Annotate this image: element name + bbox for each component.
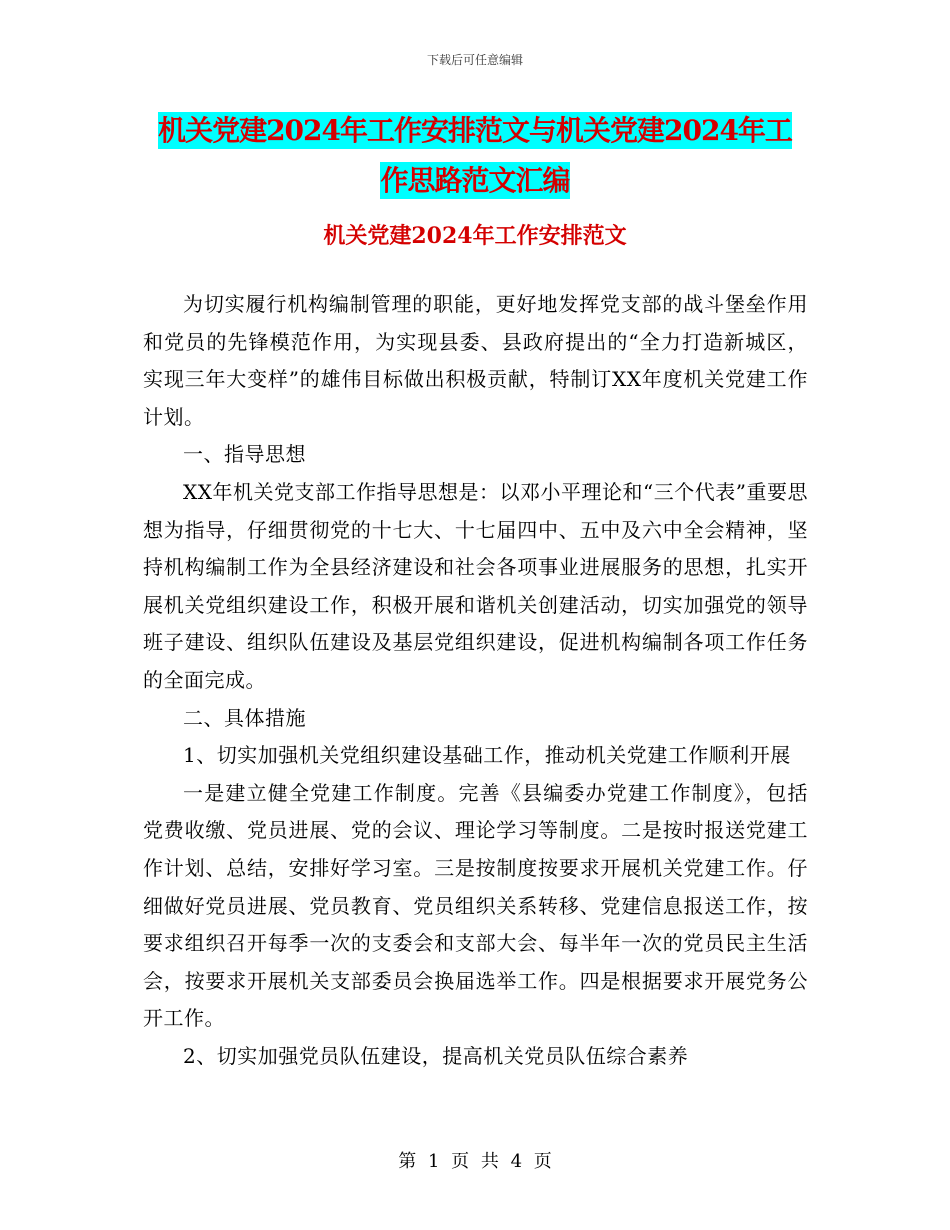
page-footer: 第 1 页 共 4 页	[398, 1151, 552, 1172]
heading-specific-measures: 二、具体措施	[183, 705, 306, 730]
paragraph-guiding-ideology: XX年机关党支部工作指导思想是：以邓小平理论和“三个代表”重要思想为指导，仔细贯彻党的十七大、十七届四中、五中及六中全会精神，坚持机构编制工作为全县经济建设和社会各项事业进展服务的思想，扎实开展机关党组织建设工作，积极开展和谐机关创建活动，切实加强党的领导班子建设、组织队伍建设及基层党组织建设，促进机构编制各项工作任务的全面完成。	[143, 479, 808, 692]
document-title	[140, 106, 810, 206]
measure-1-heading: 1、切实加强机关党组织建设基础工作，推动机关党建工作顺利开展	[183, 743, 791, 768]
heading-guiding-ideology: 一、指导思想	[183, 442, 306, 467]
paragraph-intro: 为切实履行机构编制管理的职能，更好地发挥党支部的战斗堡垒作用和党员的先锋模范作用，为实现县委、县政府提出的“全力打造新城区，实现三年大变样”的雄伟目标做出积极贡献，特制订XX年度机关党建工作计划。	[143, 292, 808, 429]
body-text	[143, 286, 808, 1075]
document-title-line-1: 机关党建2024年工作安排范文与机关党建2024年工	[158, 114, 792, 147]
measure-2-heading: 2、切实加强党员队伍建设，提高机关党员队伍综合素养	[183, 1043, 689, 1068]
document-title-line-2: 作思路范文汇编	[380, 164, 570, 197]
paragraph-measure-1: 一是建立健全党建工作制度。完善《县编委办党建工作制度》，包括党费收缴、党员进展、党的会议、理论学习等制度。二是按时报送党建工作计划、总结，安排好学习室。三是按制度按要求开展机关党建工作。仔细做好党员进展、党员教育、党员组织关系转移、党建信息报送工作，按要求组织召开每季一次的支委会和支部大会、每半年一次的党员民主生活会，按要求开展机关支部委员会换届选举工作。四是根据要求开展党务公开工作。	[143, 780, 808, 1031]
section-title: 机关党建2024年工作安排范文	[323, 223, 627, 249]
page-header: 下载后可任意编辑	[426, 53, 523, 67]
